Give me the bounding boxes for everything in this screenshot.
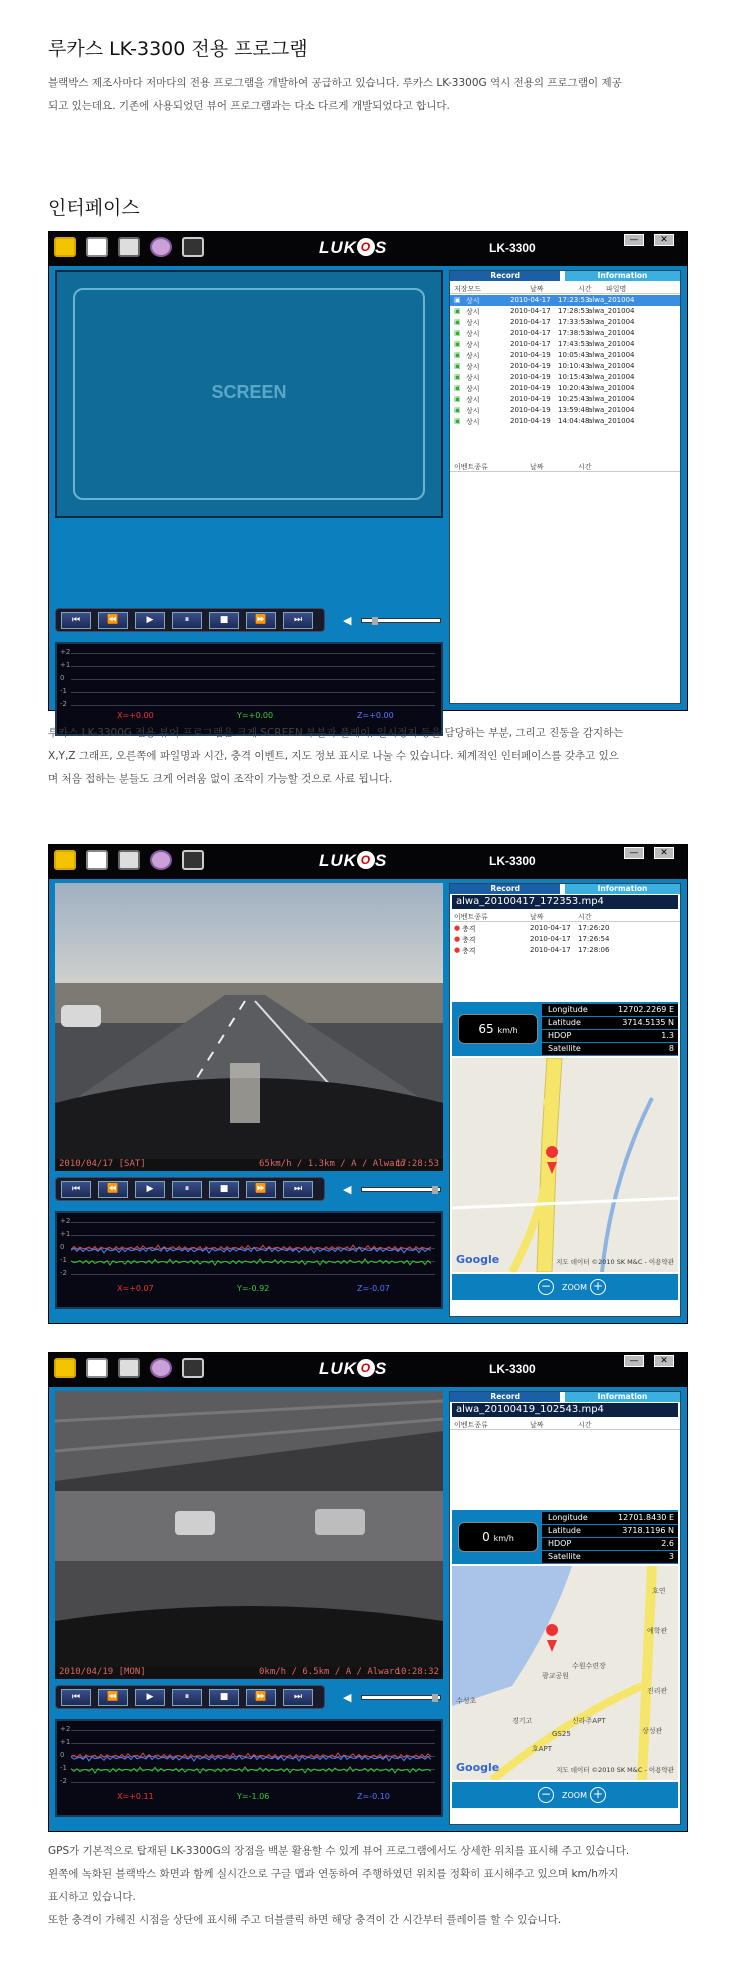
map-label: 수성초: [456, 1697, 477, 1705]
lukas-logo: LUK O S: [319, 851, 388, 870]
mode-cell: 상시: [466, 407, 480, 415]
gps-value: 1.3: [661, 1031, 674, 1040]
signal-line: [71, 1767, 431, 1773]
file-list-row[interactable]: [450, 383, 680, 394]
last-button[interactable]: ⏭: [283, 1181, 313, 1198]
lukas-logo: LUK O S: [319, 238, 388, 257]
event-list-header: 이벤트종류 날짜 시간: [450, 911, 680, 922]
tab-record[interactable]: Record: [450, 884, 560, 894]
road-scene: [55, 883, 443, 1171]
pause-button[interactable]: ⏸: [172, 612, 202, 629]
pause-button[interactable]: ⏸: [172, 1181, 202, 1198]
info-icon[interactable]: [182, 850, 204, 870]
file-icon: ▣: [454, 329, 461, 337]
event-row[interactable]: [450, 934, 680, 945]
description-2: [48, 1840, 698, 1932]
gps-panel: [452, 1002, 678, 1056]
forward-button[interactable]: ⏩: [246, 1689, 276, 1706]
gps-value: 3: [668, 1552, 674, 1561]
file-list-row[interactable]: [450, 317, 680, 328]
gps-label: Longitude: [548, 1513, 588, 1522]
date-cell: 2010-04-19: [510, 373, 551, 381]
save-icon[interactable]: [118, 237, 140, 257]
zoom-out-button[interactable]: −: [538, 1787, 554, 1803]
time-cell: 17:38:53: [558, 329, 590, 337]
axis-tick: -2: [60, 700, 67, 708]
axis-tick: +2: [60, 1217, 71, 1225]
mode-cell: 상시: [466, 363, 480, 371]
minimize-button[interactable]: —: [624, 847, 644, 859]
filename-cell: alwa_201004: [588, 362, 635, 370]
gps-label: Satellite: [548, 1552, 581, 1561]
file-list-row[interactable]: [450, 295, 680, 306]
time-cell: 10:15:43: [558, 373, 590, 381]
file-icon: ▣: [454, 406, 461, 414]
close-button[interactable]: ✕: [654, 847, 674, 859]
axis-tick: -2: [60, 1777, 67, 1785]
date-cell: 2010-04-17: [510, 296, 551, 304]
event-list-header: 이벤트종류 날짜 시간: [450, 1419, 680, 1430]
map-copyright: 지도 데이터 ©2010 SK M&C - 이용약관: [556, 1258, 674, 1266]
map-label: 경기고: [512, 1717, 533, 1725]
gps-row: [542, 1043, 678, 1055]
map-label: 상성관: [642, 1727, 663, 1735]
map-label: 진리관: [647, 1687, 668, 1695]
grid-line: [71, 653, 435, 654]
file-list-row[interactable]: [450, 416, 680, 427]
grid-line: [71, 679, 435, 680]
folder-icon[interactable]: [54, 850, 76, 870]
filename-cell: alwa_201004: [588, 395, 635, 403]
tab-record[interactable]: Record: [450, 271, 560, 281]
gps-row: [542, 1551, 678, 1563]
gps-label: HDOP: [548, 1031, 572, 1040]
first-button[interactable]: ⏮: [61, 612, 91, 629]
main-panel: [49, 879, 687, 1323]
date-cell: 2010-04-17: [530, 935, 571, 943]
time-cell: 17:26:54: [578, 935, 610, 943]
viewer-window-empty: [48, 231, 688, 720]
time-cell: 10:20:43: [558, 384, 590, 392]
google-logo: Google: [456, 1761, 500, 1774]
file-icon: ▣: [454, 296, 461, 304]
volume-slider[interactable]: [361, 1187, 441, 1192]
mode-cell: 상시: [466, 396, 480, 404]
event-list-header: 이벤트종류 날짜 시간: [450, 461, 680, 472]
date-cell: 2010-04-17: [510, 340, 551, 348]
stop-button[interactable]: ■: [209, 1181, 239, 1198]
side-panel: [449, 883, 681, 1317]
date-cell: 2010-04-17: [530, 946, 571, 954]
main-panel: [49, 1387, 687, 1831]
file-icon: ▣: [454, 417, 461, 425]
title-bar: [49, 232, 687, 266]
impact-icon: ●: [454, 935, 461, 943]
date-cell: 2010-04-17: [510, 307, 551, 315]
settings-icon[interactable]: [150, 1358, 172, 1378]
file-list-row[interactable]: [450, 405, 680, 416]
google-map[interactable]: [452, 1566, 678, 1780]
camera-icon[interactable]: [86, 237, 108, 257]
save-icon[interactable]: [118, 850, 140, 870]
axis-tick: +2: [60, 1725, 71, 1733]
save-icon[interactable]: [118, 1358, 140, 1378]
side-panel: [449, 1391, 681, 1825]
xyz-graph: [55, 1719, 443, 1817]
close-button[interactable]: ✕: [654, 234, 674, 246]
rewind-button[interactable]: ⏪: [98, 1689, 128, 1706]
file-list-row[interactable]: [450, 361, 680, 372]
file-icon: ▣: [454, 307, 461, 315]
forward-button[interactable]: ⏩: [246, 1181, 276, 1198]
time-cell: 10:25:43: [558, 395, 590, 403]
map-label: 수원수련장: [572, 1662, 606, 1670]
filename-cell: alwa_201004: [588, 340, 635, 348]
volume-slider[interactable]: [361, 1695, 441, 1700]
filename-cell: alwa_201004: [588, 373, 635, 381]
mode-cell: 상시: [466, 297, 480, 305]
video-frame[interactable]: [55, 1391, 443, 1679]
title-bar: [49, 1353, 687, 1387]
time-cell: 17:43:53: [558, 340, 590, 348]
axis-tick: +2: [60, 648, 71, 656]
playback-controls: [55, 1177, 325, 1201]
file-icon: ▣: [454, 340, 461, 348]
grid-line: [71, 692, 435, 693]
file-list-header: 저장모드 날짜 시간 파일명: [450, 283, 680, 294]
event-type-cell: 충격: [462, 936, 476, 944]
map-label: 호연: [652, 1587, 666, 1595]
date-cell: 2010-04-19: [510, 384, 551, 392]
file-list-row[interactable]: [450, 394, 680, 405]
signal-traces: [71, 1215, 431, 1285]
gps-value: 3718.1196 N: [622, 1526, 674, 1535]
tab-record[interactable]: Record: [450, 1392, 560, 1402]
volume-thumb[interactable]: [432, 1694, 438, 1702]
model-name: LK-3300: [489, 241, 536, 255]
file-list-row[interactable]: [450, 372, 680, 383]
last-button[interactable]: ⏭: [283, 1689, 313, 1706]
file-icon: ▣: [454, 373, 461, 381]
gps-label: Longitude: [548, 1005, 588, 1014]
stop-button[interactable]: ■: [209, 1689, 239, 1706]
axis-tick: -1: [60, 687, 67, 695]
filename-cell: alwa_201004: [588, 384, 635, 392]
desc-line: 며 처음 접하는 분들도 크게 어려움 없이 조작이 가능할 것으로 사료 됩니다.: [48, 773, 393, 785]
time-cell: 14:04:48: [558, 417, 590, 425]
mode-cell: 상시: [466, 418, 480, 426]
zoom-out-button[interactable]: −: [538, 1279, 554, 1295]
map-graphic: [452, 1058, 678, 1272]
lukas-logo: LUK O S: [319, 1359, 388, 1378]
zoom-bar: [452, 1274, 678, 1300]
file-name: alwa_20100417_172353.mp4: [452, 895, 678, 909]
file-icon: ▣: [454, 362, 461, 370]
date-cell: 2010-04-17: [510, 318, 551, 326]
impact-icon: ●: [454, 946, 461, 954]
gps-panel: [452, 1510, 678, 1564]
zoom-label: ZOOM: [562, 1283, 587, 1292]
date-cell: 2010-04-17: [530, 924, 571, 932]
gps-row: [542, 1030, 678, 1042]
mode-cell: 상시: [466, 308, 480, 316]
time-cell: 17:28:53: [558, 307, 590, 315]
signal-line: [71, 1247, 431, 1253]
filename-cell: alwa_201004: [588, 307, 635, 315]
playback-controls: [55, 608, 325, 632]
filename-cell: alwa_201004: [588, 329, 635, 337]
filename-cell: alwa_201004: [588, 318, 635, 326]
gps-label: HDOP: [548, 1539, 572, 1548]
mode-cell: 상시: [466, 374, 480, 382]
speed-display: 0 km/h: [458, 1522, 538, 1552]
play-button[interactable]: ▶: [135, 1181, 165, 1198]
intro-line: 블랙박스 제조사마다 저마다의 전용 프로그램을 개발하여 공급하고 있습니다. 루카스 LK-3300G 역시 전용의 프로그램이 제공: [48, 77, 622, 89]
x-value: X=+0.07: [117, 1284, 154, 1293]
mode-cell: 상시: [466, 319, 480, 327]
play-button[interactable]: ▶: [135, 612, 165, 629]
z-value: Z=-0.10: [357, 1792, 390, 1801]
first-button[interactable]: ⏮: [61, 1181, 91, 1198]
map-label: GS25: [552, 1730, 571, 1738]
zoom-in-button[interactable]: +: [590, 1787, 606, 1803]
mode-cell: 상시: [466, 352, 480, 360]
time-cell: 13:59:48: [558, 406, 590, 414]
description-1: [48, 722, 698, 791]
model-name: LK-3300: [489, 1362, 536, 1376]
filename-cell: alwa_201004: [588, 351, 635, 359]
map-label: 호APT: [532, 1745, 553, 1753]
tab-information[interactable]: Information: [565, 884, 680, 894]
video-osd: 2010/04/17 [SAT] 17:28:53 65km/h / 1.3km / A / Alwaro: [59, 1159, 439, 1169]
zoom-label: ZOOM: [562, 1791, 587, 1800]
time-cell: 17:26:20: [578, 924, 610, 932]
gps-label: Latitude: [548, 1526, 581, 1535]
folder-icon[interactable]: [54, 237, 76, 257]
video-frame[interactable]: [55, 883, 443, 1171]
close-button[interactable]: ✕: [654, 1355, 674, 1367]
axis-tick: +1: [60, 1738, 71, 1746]
y-value: Y=-0.92: [237, 1284, 270, 1293]
first-button[interactable]: ⏮: [61, 1689, 91, 1706]
gps-value: 2.6: [661, 1539, 674, 1548]
parking-scene: [55, 1391, 443, 1679]
camera-icon[interactable]: [86, 850, 108, 870]
section-title: 인터페이스: [48, 197, 140, 219]
date-cell: 2010-04-19: [510, 362, 551, 370]
x-value: X=+0.00: [117, 711, 154, 720]
file-icon: ▣: [454, 395, 461, 403]
grid-line: [71, 705, 435, 706]
rewind-button[interactable]: ⏪: [98, 1181, 128, 1198]
time-cell: 10:10:43: [558, 362, 590, 370]
event-type-cell: 충격: [462, 925, 476, 933]
file-name: alwa_20100419_102543.mp4: [452, 1403, 678, 1417]
signal-line: [71, 1245, 431, 1251]
rewind-button[interactable]: ⏪: [98, 612, 128, 629]
playback-controls: [55, 1685, 325, 1709]
signal-traces: [71, 1723, 431, 1793]
date-cell: 2010-04-19: [510, 417, 551, 425]
gps-value: 12701.8430 E: [618, 1513, 674, 1522]
desc-line: 또한 충격이 가해진 시점을 상단에 표시해 주고 더블클릭 하면 해당 충격이 간 시간부터 플레이를 할 수 있습니다.: [48, 1914, 562, 1926]
zoom-in-button[interactable]: +: [590, 1279, 606, 1295]
gps-row: [542, 1512, 678, 1524]
axis-tick: -2: [60, 1269, 67, 1277]
minimize-button[interactable]: —: [624, 1355, 644, 1367]
axis-tick: +1: [60, 661, 71, 669]
intro-line: 되고 있는데요. 기존에 사용되었던 뷰어 프로그램과는 다소 다르게 개발되었다고 합니다.: [48, 100, 450, 112]
time-cell: 17:33:53: [558, 318, 590, 326]
google-map[interactable]: [452, 1058, 678, 1272]
time-cell: 17:23:53: [558, 296, 590, 304]
axis-tick: -1: [60, 1764, 67, 1772]
desc-line: 표시하고 있습니다.: [48, 1891, 136, 1903]
video-osd: 2010/04/19 [MON] 10:28:32 0km/h / 6.5km / A / Alwaro: [59, 1667, 439, 1677]
axis-tick: 0: [60, 1243, 65, 1251]
gps-value: 12702.2269 E: [618, 1005, 674, 1014]
intro-text: [48, 72, 698, 118]
camera-icon[interactable]: [86, 1358, 108, 1378]
file-icon: ▣: [454, 318, 461, 326]
volume-icon[interactable]: ◀: [343, 1691, 352, 1704]
volume-thumb[interactable]: [372, 617, 378, 625]
axis-tick: -1: [60, 1256, 67, 1264]
axis-tick: 0: [60, 1751, 65, 1759]
zoom-bar: [452, 1782, 678, 1808]
desc-line: 왼쪽에 녹화된 블랙박스 화면과 함께 실시간으로 구글 맵과 연동하여 주행하였던 위치를 정확히 표시해주고 있으며 km/h까지: [48, 1868, 619, 1880]
event-type-cell: 충격: [462, 947, 476, 955]
page-title: 루카스 LK-3300 전용 프로그램: [48, 38, 308, 60]
side-panel: [449, 270, 681, 704]
y-value: Y=-1.06: [237, 1792, 270, 1801]
xyz-graph: [55, 1211, 443, 1309]
desc-line: 루카스 LK-3300G 전용 뷰어 프로그램은 크게 SCREEN 부분과 플레이, 일시정지 등을 담당하는 부분, 그리고 진동을 감지하는: [48, 727, 624, 739]
filename-cell: alwa_201004: [588, 406, 635, 414]
volume-slider[interactable]: [361, 618, 441, 623]
gps-row: [542, 1017, 678, 1029]
model-name: LK-3300: [489, 854, 536, 868]
impact-icon: ●: [454, 924, 461, 932]
volume-icon[interactable]: ◀: [343, 1183, 352, 1196]
gps-value: 3714.5135 N: [622, 1018, 674, 1027]
gps-label: Latitude: [548, 1018, 581, 1027]
tab-information[interactable]: Information: [565, 1392, 680, 1402]
viewer-window-parking: [48, 1352, 688, 1832]
last-button[interactable]: ⏭: [283, 612, 313, 629]
file-list-row[interactable]: [450, 350, 680, 361]
file-icon: ▣: [454, 351, 461, 359]
viewer-window-driving: [48, 844, 688, 1324]
screen-label: SCREEN: [211, 382, 287, 402]
file-icon: ▣: [454, 384, 461, 392]
google-logo: Google: [456, 1253, 500, 1266]
event-row[interactable]: [450, 945, 680, 956]
mode-cell: 상시: [466, 330, 480, 338]
minimize-button[interactable]: —: [624, 234, 644, 246]
axis-tick: 0: [60, 674, 65, 682]
event-row[interactable]: [450, 923, 680, 934]
stop-button[interactable]: ■: [209, 612, 239, 629]
info-icon[interactable]: [182, 237, 204, 257]
tab-information[interactable]: Information: [565, 271, 680, 281]
gps-row: [542, 1004, 678, 1016]
date-cell: 2010-04-19: [510, 406, 551, 414]
info-icon[interactable]: [182, 1358, 204, 1378]
axis-tick: +1: [60, 1230, 71, 1238]
map-label: 신라주APT: [572, 1717, 606, 1725]
x-value: X=+0.11: [117, 1792, 154, 1801]
desc-line: X,Y,Z 그래프, 오른쪽에 파일명과 시간, 충격 이벤트, 지도 정보 표시로 나눌 수 있습니다. 체계적인 인터페이스를 갖추고 있으: [48, 750, 619, 762]
z-value: Z=-0.07: [357, 1284, 390, 1293]
settings-icon[interactable]: [150, 237, 172, 257]
main-panel: [49, 266, 687, 720]
file-list-row[interactable]: [450, 328, 680, 339]
time-cell: 10:05:43: [558, 351, 590, 359]
volume-icon[interactable]: ◀: [343, 614, 352, 627]
title-bar: [49, 845, 687, 879]
play-button[interactable]: ▶: [135, 1689, 165, 1706]
signal-line: [71, 1259, 431, 1265]
gps-label: Satellite: [548, 1044, 581, 1053]
gps-row: [542, 1538, 678, 1550]
desc-line: GPS가 기본적으로 탑재된 LK-3300G의 장점을 백분 활용할 수 있게 뷰어 프로그램에서도 상세한 위치를 표시해 주고 있습니다.: [48, 1845, 630, 1857]
settings-icon[interactable]: [150, 850, 172, 870]
forward-button[interactable]: ⏩: [246, 612, 276, 629]
date-cell: 2010-04-19: [510, 351, 551, 359]
filename-cell: alwa_201004: [588, 417, 635, 425]
speed-display: 65 km/h: [458, 1014, 538, 1044]
pause-button[interactable]: ⏸: [172, 1689, 202, 1706]
filename-cell: alwa_201004: [588, 296, 635, 304]
grid-line: [71, 666, 435, 667]
map-label: 예학관: [647, 1627, 668, 1635]
z-value: Z=+0.00: [357, 711, 394, 720]
y-value: Y=+0.00: [237, 711, 274, 720]
folder-icon[interactable]: [54, 1358, 76, 1378]
file-list-row[interactable]: [450, 339, 680, 350]
mode-cell: 상시: [466, 385, 480, 393]
file-list-row[interactable]: [450, 306, 680, 317]
screen-area: [55, 270, 443, 518]
gps-row: [542, 1525, 678, 1537]
time-cell: 17:28:06: [578, 946, 610, 954]
mode-cell: 상시: [466, 341, 480, 349]
map-copyright: 지도 데이터 ©2010 SK M&C - 이용약관: [556, 1766, 674, 1774]
map-label: 광교공원: [542, 1672, 570, 1680]
volume-thumb[interactable]: [432, 1186, 438, 1194]
date-cell: 2010-04-19: [510, 395, 551, 403]
gps-value: 8: [668, 1044, 674, 1053]
date-cell: 2010-04-17: [510, 329, 551, 337]
